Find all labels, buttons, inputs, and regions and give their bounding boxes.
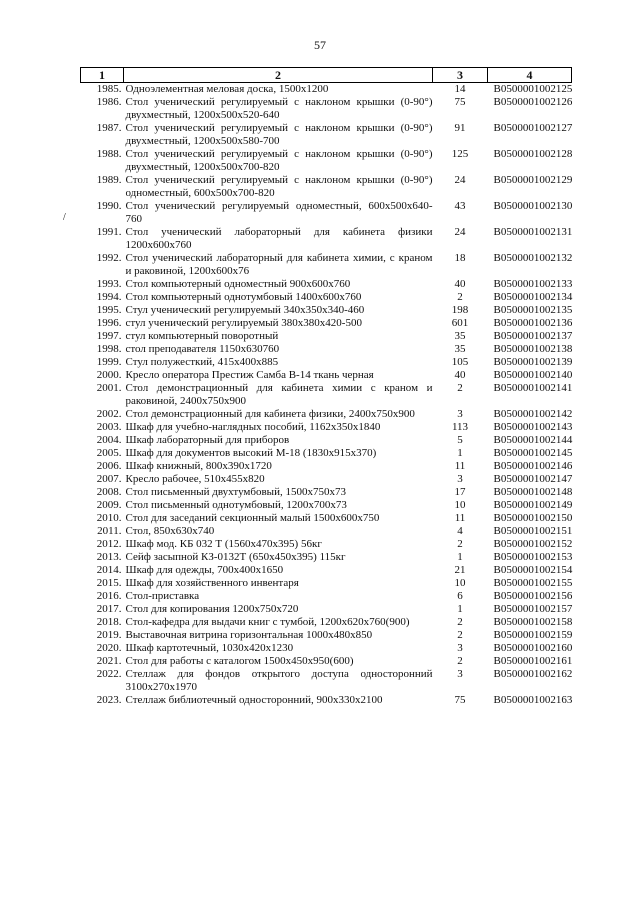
item-name: Стол ученический регулируемый с наклоном крышки (0-90°) двухместный, 1200х500х700-820 (125, 148, 433, 173)
table-row (81, 369, 572, 382)
table-row (81, 343, 572, 356)
item-code: В0500001002138 (493, 343, 573, 355)
table-row (81, 278, 572, 291)
item-name: Шкаф для одежды, 700х400х1650 (125, 564, 284, 576)
row-number: 2016. (96, 590, 122, 602)
row-number: 2010. (96, 512, 122, 524)
item-name: Стол-кафедра для выдачи книг с тумбой, 1200х620х760(900) (125, 616, 410, 628)
item-name: Шкаф книжный, 800х390х1720 (125, 460, 272, 472)
table-row (81, 538, 572, 551)
row-number: 2022. (96, 668, 122, 680)
item-code: В0500001002149 (493, 499, 573, 511)
item-quantity: 40 (454, 278, 466, 290)
item-quantity: 3 (457, 473, 463, 485)
row-number: 1987. (96, 122, 122, 134)
header-col-2: 2 (124, 68, 433, 83)
item-name: Шкаф для документов высокий М-18 (1830х915х370) (125, 447, 377, 459)
item-code: В0500001002163 (493, 694, 573, 706)
row-number: 2002. (96, 408, 122, 420)
item-quantity: 35 (454, 343, 466, 355)
item-name: Выставочная витрина горизонтальная 1000х480х850 (125, 629, 373, 641)
item-code: В0500001002127 (493, 122, 573, 134)
item-name: Шкаф для учебно-наглядных пособий, 1162х350х1840 (125, 421, 381, 433)
item-name: Стол компьютерный одноместный 900х600х760 (125, 278, 351, 290)
row-number: 1999. (96, 356, 122, 368)
item-quantity: 2 (457, 291, 463, 303)
item-code: В0500001002162 (493, 668, 573, 680)
row-number: 2019. (96, 629, 122, 641)
item-name: Стол демонстрационный для кабинета химии с краном и раковиной, 2400х750х900 (125, 382, 433, 407)
item-name: Стеллаж для фондов открытого доступа односторонний 3100х270х1970 (125, 668, 433, 693)
item-name: Стол ученический лабораторный для кабинета физики 1200х600х760 (125, 226, 433, 251)
item-name: Стол ученический регулируемый с наклоном крышки (0-90°) двухместный, 1200х500х580-700 (125, 122, 433, 147)
item-quantity: 2 (457, 538, 463, 550)
table-row (81, 694, 572, 707)
table-row (81, 291, 572, 304)
table-row (81, 96, 572, 122)
table-row (81, 434, 572, 447)
item-name: Стол ученический регулируемый с наклоном крышки (0-90°) одноместный, 600х500х700-820 (125, 174, 433, 199)
item-quantity: 5 (457, 434, 463, 446)
item-name: Стол для заседаний секционный малый 1500х600х750 (125, 512, 380, 524)
item-code: В0500001002147 (493, 473, 573, 485)
row-number: 1991. (96, 226, 122, 238)
item-quantity: 3 (457, 668, 463, 680)
item-quantity: 11 (454, 460, 466, 472)
item-quantity: 2 (457, 629, 463, 641)
item-name: Шкаф для хозяйственного инвентаря (125, 577, 299, 589)
item-quantity: 10 (454, 577, 466, 589)
item-code: В0500001002143 (493, 421, 573, 433)
item-code: В0500001002126 (493, 96, 573, 108)
item-name: Шкаф лабораторный для приборов (125, 434, 290, 446)
table-row (81, 356, 572, 369)
item-name: Кресло оператора Престиж Самба В-14 ткань черная (125, 369, 374, 381)
item-name: Стол ученический лабораторный для кабинета химии, с краном и раковиной, 1200х600х76 (125, 252, 433, 277)
item-name: Стол ученический регулируемый с наклоном крышки (0-90°) двухместный, 1200х500х520-640 (125, 96, 433, 121)
item-name: Стол-приставка (125, 590, 200, 602)
item-code: В0500001002139 (493, 356, 573, 368)
row-number: 2021. (96, 655, 122, 667)
item-name: Шкаф картотечный, 1030х420х1230 (125, 642, 294, 654)
item-quantity: 198 (451, 304, 469, 316)
row-number: 2007. (96, 473, 122, 485)
item-quantity: 2 (457, 382, 463, 394)
row-number: 2005. (96, 447, 122, 459)
item-code: В0500001002137 (493, 330, 573, 342)
item-name: стул ученический регулируемый 380х380х420-500 (125, 317, 362, 329)
item-code: В0500001002142 (493, 408, 573, 420)
item-name: Стол демонстрационный для кабинета физики, 2400х750х900 (125, 408, 415, 420)
item-name: Стул ученический регулируемый 340х350х340-460 (125, 304, 365, 316)
item-name: Стол письменный двухтумбовый, 1500х750х73 (125, 486, 346, 498)
row-number: 1997. (96, 330, 122, 342)
table-row (81, 317, 572, 330)
item-code: В0500001002159 (493, 629, 573, 641)
table-row (81, 577, 572, 590)
item-code: В0500001002130 (493, 200, 573, 212)
item-quantity: 21 (454, 564, 466, 576)
item-quantity: 105 (451, 356, 469, 368)
table-row (81, 200, 572, 226)
item-name: Стол для копирования 1200х750х720 (125, 603, 299, 615)
item-code: В0500001002129 (493, 174, 573, 186)
item-name: Стол ученический регулируемый одноместный, 600х500х640-760 (125, 200, 433, 225)
item-code: В0500001002133 (493, 278, 573, 290)
item-name: Кресло рабочее, 510х455х820 (125, 473, 265, 485)
item-quantity: 11 (454, 512, 466, 524)
item-quantity: 43 (454, 200, 466, 212)
item-code: В0500001002131 (493, 226, 573, 238)
item-quantity: 4 (457, 525, 463, 537)
item-name: Шкаф мод. КБ 032 Т (1560х470х395) 56кг (125, 538, 322, 550)
item-quantity: 24 (454, 226, 466, 238)
item-code: В0500001002132 (493, 252, 573, 264)
item-quantity: 10 (454, 499, 466, 511)
table-row (81, 655, 572, 668)
margin-mark: / (63, 212, 66, 223)
item-name: Стеллаж библиотечный односторонний, 900х330х2100 (125, 694, 383, 706)
item-quantity: 1 (457, 551, 463, 563)
row-number: 2018. (96, 616, 122, 628)
table-row (81, 499, 572, 512)
item-code: В0500001002136 (493, 317, 573, 329)
item-code: В0500001002134 (493, 291, 573, 303)
row-number: 2014. (96, 564, 122, 576)
table-row (81, 486, 572, 499)
row-number: 2023. (96, 694, 122, 706)
row-number: 2011. (97, 525, 122, 537)
table-row (81, 330, 572, 343)
row-number: 1993. (96, 278, 122, 290)
item-quantity: 601 (451, 317, 469, 329)
item-quantity: 1 (457, 447, 463, 459)
item-name: Стол для работы с каталогом 1500х450х950(600) (125, 655, 354, 667)
row-number: 1985. (96, 83, 122, 95)
table-row (81, 304, 572, 317)
item-name: Стол компьютерный однотумбовый 1400х600х760 (125, 291, 362, 303)
item-quantity: 75 (454, 96, 466, 108)
table-row (81, 551, 572, 564)
item-code: В0500001002151 (493, 525, 573, 537)
table-row (81, 408, 572, 421)
row-number: 2003. (96, 421, 122, 433)
item-name: стол преподавателя 1150х630760 (125, 343, 280, 355)
row-number: 2001. (96, 382, 122, 394)
table-row (81, 525, 572, 538)
table-row (81, 642, 572, 655)
row-number: 1989. (96, 174, 122, 186)
item-quantity: 6 (457, 590, 463, 602)
item-code: В0500001002160 (493, 642, 573, 654)
row-number: 1994. (96, 291, 122, 303)
item-code: В0500001002150 (493, 512, 573, 524)
item-quantity: 2 (457, 616, 463, 628)
header-col-4: 4 (488, 68, 572, 83)
item-code: В0500001002157 (493, 603, 573, 615)
item-name: стул компьютерный поворотный (125, 330, 279, 342)
item-quantity: 3 (457, 642, 463, 654)
row-number: 1990. (96, 200, 122, 212)
item-code: В0500001002148 (493, 486, 573, 498)
table-row (81, 668, 572, 694)
item-code: В0500001002144 (493, 434, 573, 446)
item-quantity: 2 (457, 655, 463, 667)
item-quantity: 14 (454, 83, 466, 95)
item-code: В0500001002146 (493, 460, 573, 472)
row-number: 1992. (96, 252, 122, 264)
item-quantity: 91 (454, 122, 466, 134)
item-code: В0500001002125 (493, 83, 573, 95)
row-number: 2000. (96, 369, 122, 381)
table-row (81, 616, 572, 629)
header-col-1: 1 (81, 68, 124, 83)
table-row (81, 590, 572, 603)
row-number: 1988. (96, 148, 122, 160)
item-code: В0500001002145 (493, 447, 573, 459)
item-name: Стол письменный однотумбовый, 1200х700х73 (125, 499, 347, 511)
item-code: В0500001002161 (493, 655, 573, 667)
item-quantity: 17 (454, 486, 466, 498)
row-number: 2012. (96, 538, 122, 550)
table-row (81, 447, 572, 460)
item-code: В0500001002152 (493, 538, 573, 550)
row-number: 2006. (96, 460, 122, 472)
row-number: 2013. (96, 551, 122, 563)
table-row (81, 421, 572, 434)
item-name: Сейф засыпной КЗ-0132Т (650х450х395) 115кг (125, 551, 346, 563)
item-quantity: 35 (454, 330, 466, 342)
table-row (81, 83, 572, 97)
item-name: Стол, 850х630х740 (125, 525, 215, 537)
table-row (81, 148, 572, 174)
item-code: В0500001002158 (493, 616, 573, 628)
header-row (81, 68, 572, 83)
item-quantity: 1 (457, 603, 463, 615)
row-number: 2004. (96, 434, 122, 446)
item-code: В0500001002141 (493, 382, 573, 394)
row-number: 2015. (96, 577, 122, 589)
row-number: 2008. (96, 486, 122, 498)
table-row (81, 122, 572, 148)
item-code: В0500001002153 (493, 551, 573, 563)
table-row (81, 512, 572, 525)
inventory-table (80, 67, 572, 707)
item-quantity: 24 (454, 174, 466, 186)
item-code: В0500001002154 (493, 564, 573, 576)
table-row (81, 174, 572, 200)
row-number: 1995. (96, 304, 122, 316)
item-quantity: 3 (457, 408, 463, 420)
header-col-3: 3 (433, 68, 488, 83)
item-code: В0500001002140 (493, 369, 573, 381)
item-quantity: 125 (451, 148, 469, 160)
row-number: 2020. (96, 642, 122, 654)
item-code: В0500001002156 (493, 590, 573, 602)
table-row (81, 473, 572, 486)
item-code: В0500001002135 (493, 304, 573, 316)
item-quantity: 40 (454, 369, 466, 381)
row-number: 1996. (96, 317, 122, 329)
item-code: В0500001002128 (493, 148, 573, 160)
table-row (81, 603, 572, 616)
item-name: Одноэлементная меловая доска, 1500х1200 (125, 83, 329, 95)
page-number: 57 (314, 38, 326, 52)
row-number: 1998. (96, 343, 122, 355)
table-row (81, 564, 572, 577)
item-quantity: 113 (451, 421, 469, 433)
row-number: 1986. (96, 96, 122, 108)
table-row (81, 460, 572, 473)
item-quantity: 18 (454, 252, 466, 264)
item-code: В0500001002155 (493, 577, 573, 589)
table-row (81, 252, 572, 278)
table-row (81, 226, 572, 252)
table-row (81, 382, 572, 408)
table-row (81, 629, 572, 642)
item-quantity: 75 (454, 694, 466, 706)
item-name: Стул полужесткий, 415х400х885 (125, 356, 279, 368)
row-number: 2009. (96, 499, 122, 511)
row-number: 2017. (96, 603, 122, 615)
